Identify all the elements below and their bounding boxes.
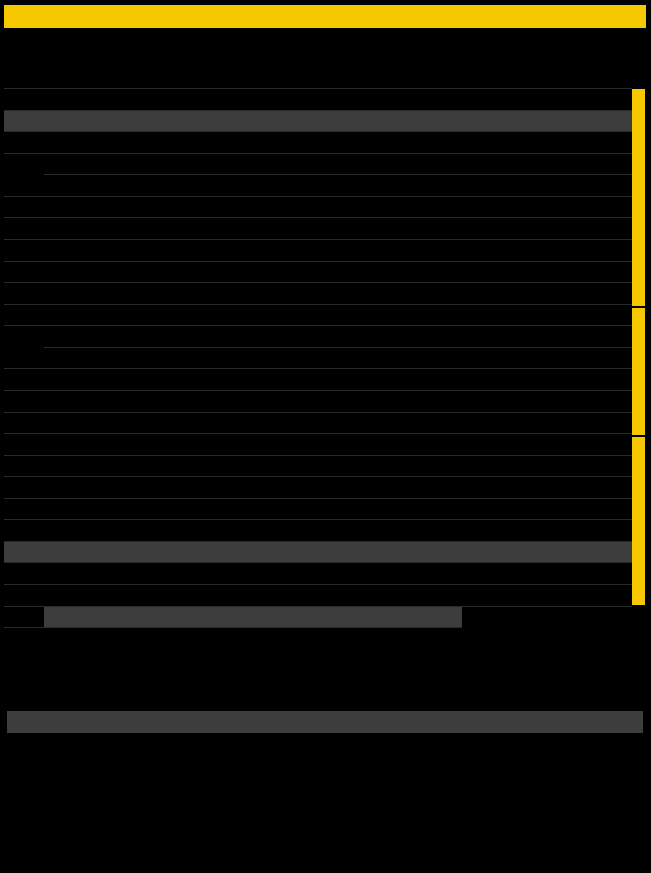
cell-total xyxy=(396,520,462,542)
cell-ss xyxy=(266,110,318,132)
header-target-time xyxy=(462,33,547,67)
cell-ss xyxy=(266,541,318,563)
cell-target xyxy=(462,261,547,283)
header-location xyxy=(44,33,266,67)
cell-tc xyxy=(4,89,44,111)
cell-liaison xyxy=(318,455,396,477)
cell-first xyxy=(547,455,632,477)
itinerary-row xyxy=(4,434,632,456)
cell-loc xyxy=(44,477,266,499)
cell-ss xyxy=(266,261,318,283)
cell-loc xyxy=(44,563,266,585)
cell-loc xyxy=(44,390,266,412)
cell-target xyxy=(462,304,547,326)
cell-liaison xyxy=(318,477,396,499)
cell-liaison xyxy=(318,585,396,607)
day-banner xyxy=(4,5,646,28)
itinerary-row xyxy=(4,563,632,585)
cell-total xyxy=(396,563,462,585)
cell-liaison xyxy=(318,218,396,240)
cell-loc xyxy=(44,304,266,326)
cell-liaison xyxy=(318,563,396,585)
cell-first xyxy=(547,132,632,154)
itinerary-row xyxy=(4,110,632,132)
itinerary-row xyxy=(4,175,632,197)
cell-loc xyxy=(44,240,266,262)
cell-target xyxy=(462,132,547,154)
cell-liaison xyxy=(318,434,396,456)
cell-loc xyxy=(44,498,266,520)
cell-total xyxy=(396,412,462,434)
cell-tc xyxy=(4,585,44,607)
itinerary-row xyxy=(4,498,632,520)
cell-loc xyxy=(44,326,266,348)
cell-loc xyxy=(44,606,266,628)
cell-ss xyxy=(266,520,318,542)
cell-liaison xyxy=(318,326,396,348)
cell-liaison xyxy=(318,153,396,175)
cell-loc xyxy=(44,218,266,240)
cell-target xyxy=(462,326,547,348)
cell-total xyxy=(396,585,462,607)
itinerary-row xyxy=(4,240,632,262)
cell-first xyxy=(547,606,632,628)
cell-total xyxy=(396,240,462,262)
cell-liaison xyxy=(318,304,396,326)
cell-ss xyxy=(266,326,318,348)
cell-target xyxy=(462,153,547,175)
cell-liaison xyxy=(318,412,396,434)
cell-total xyxy=(396,390,462,412)
itinerary-row xyxy=(4,153,632,175)
cell-tc xyxy=(4,520,44,542)
cell-ss xyxy=(266,67,318,89)
cell-tc xyxy=(4,412,44,434)
cell-ss xyxy=(266,304,318,326)
cell-first xyxy=(547,347,632,369)
cell-total xyxy=(396,67,462,89)
cell-first xyxy=(547,390,632,412)
itinerary-row xyxy=(4,369,632,391)
cell-liaison xyxy=(318,196,396,218)
cell-first xyxy=(547,326,632,348)
cell-first xyxy=(547,153,632,175)
cell-ss xyxy=(266,132,318,154)
cell-total xyxy=(396,283,462,305)
section-7-bar xyxy=(632,308,645,435)
cell-ss xyxy=(266,390,318,412)
cell-liaison xyxy=(318,541,396,563)
cell-tc xyxy=(4,110,44,132)
header-total-dist xyxy=(396,33,462,67)
cell-liaison xyxy=(318,369,396,391)
cell-loc xyxy=(44,196,266,218)
header-first-car xyxy=(547,33,632,67)
cell-liaison xyxy=(318,347,396,369)
itinerary-row xyxy=(4,283,632,305)
itinerary-row xyxy=(4,520,632,542)
cell-target xyxy=(462,541,547,563)
cell-tc xyxy=(4,132,44,154)
cell-total xyxy=(396,541,462,563)
rally-totals xyxy=(7,711,643,733)
itinerary-row xyxy=(4,89,632,111)
header-ss-dist xyxy=(266,33,318,67)
cell-target xyxy=(462,520,547,542)
cell-ss xyxy=(266,498,318,520)
itinerary-table xyxy=(4,33,632,628)
itinerary-row xyxy=(4,326,632,348)
cell-tc xyxy=(4,498,44,520)
cell-ss xyxy=(266,240,318,262)
cell-total xyxy=(396,110,462,132)
cell-liaison xyxy=(318,67,396,89)
cell-ss xyxy=(266,412,318,434)
cell-target xyxy=(462,110,547,132)
cell-target xyxy=(462,434,547,456)
cell-loc xyxy=(44,541,266,563)
itinerary-row xyxy=(4,67,632,89)
cell-total xyxy=(396,477,462,499)
cell-tc xyxy=(4,369,44,391)
cell-ss xyxy=(266,283,318,305)
cell-ss xyxy=(266,175,318,197)
cell-liaison xyxy=(318,89,396,111)
cell-ss xyxy=(266,196,318,218)
itinerary-row xyxy=(4,304,632,326)
cell-tc xyxy=(4,304,44,326)
cell-first xyxy=(547,585,632,607)
cell-liaison xyxy=(318,390,396,412)
cell-loc xyxy=(44,369,266,391)
cell-target xyxy=(462,67,547,89)
itinerary-row xyxy=(4,585,632,607)
cell-ss xyxy=(266,563,318,585)
cell-tc xyxy=(4,455,44,477)
cell-ss xyxy=(266,455,318,477)
cell-first xyxy=(547,412,632,434)
cell-ss xyxy=(266,369,318,391)
itinerary-row xyxy=(4,412,632,434)
cell-liaison xyxy=(318,175,396,197)
cell-loc xyxy=(44,110,266,132)
cell-target xyxy=(462,563,547,585)
cell-total xyxy=(396,89,462,111)
cell-ss xyxy=(266,153,318,175)
cell-ss xyxy=(266,218,318,240)
section-8-bar xyxy=(632,437,645,605)
cell-tc xyxy=(4,434,44,456)
cell-target xyxy=(462,218,547,240)
cell-total xyxy=(396,304,462,326)
cell-tc xyxy=(4,218,44,240)
cell-first xyxy=(547,541,632,563)
cell-loc xyxy=(44,153,266,175)
cell-liaison xyxy=(318,520,396,542)
cell-total xyxy=(396,132,462,154)
cell-first xyxy=(547,110,632,132)
cell-liaison xyxy=(318,283,396,305)
cell-target xyxy=(462,455,547,477)
cell-target xyxy=(462,585,547,607)
itinerary-row xyxy=(4,606,632,628)
cell-loc xyxy=(44,412,266,434)
itinerary-row xyxy=(4,390,632,412)
itinerary-header-row xyxy=(4,33,632,67)
cell-tc xyxy=(4,606,44,628)
cell-total xyxy=(396,218,462,240)
itinerary-row xyxy=(4,347,632,369)
cell-liaison xyxy=(318,132,396,154)
cell-loc xyxy=(44,132,266,154)
cell-first xyxy=(547,563,632,585)
cell-target xyxy=(462,347,547,369)
cell-first xyxy=(547,240,632,262)
cell-ss xyxy=(266,606,318,628)
cell-target xyxy=(462,390,547,412)
totals-title xyxy=(7,711,643,733)
cell-target xyxy=(462,196,547,218)
cell-loc xyxy=(44,261,266,283)
cell-total xyxy=(396,606,462,628)
cell-loc xyxy=(44,67,266,89)
cell-total xyxy=(396,455,462,477)
cell-target xyxy=(462,369,547,391)
cell-first xyxy=(547,304,632,326)
itinerary-row xyxy=(4,196,632,218)
itinerary-row xyxy=(4,261,632,283)
cell-tc xyxy=(4,283,44,305)
cell-first xyxy=(547,218,632,240)
cell-first xyxy=(547,175,632,197)
cell-first xyxy=(547,67,632,89)
cell-tc xyxy=(4,153,44,196)
cell-target xyxy=(462,498,547,520)
cell-target xyxy=(462,240,547,262)
cell-tc xyxy=(4,196,44,218)
cell-ss xyxy=(266,347,318,369)
cell-tc xyxy=(4,326,44,369)
cell-tc xyxy=(4,240,44,262)
cell-total xyxy=(396,498,462,520)
itinerary-row xyxy=(4,477,632,499)
cell-target xyxy=(462,283,547,305)
cell-first xyxy=(547,498,632,520)
cell-tc xyxy=(4,261,44,283)
cell-tc xyxy=(4,390,44,412)
cell-total xyxy=(396,261,462,283)
cell-liaison xyxy=(318,261,396,283)
cell-total xyxy=(396,175,462,197)
cell-ss xyxy=(266,477,318,499)
header-ss-tc xyxy=(4,33,44,67)
cell-liaison xyxy=(318,240,396,262)
cell-first xyxy=(547,520,632,542)
cell-ss xyxy=(266,585,318,607)
cell-ss xyxy=(266,89,318,111)
cell-total xyxy=(396,347,462,369)
header-liaison-dist xyxy=(318,33,396,67)
cell-loc xyxy=(44,347,266,369)
cell-first xyxy=(547,261,632,283)
cell-liaison xyxy=(318,110,396,132)
itinerary-row xyxy=(4,218,632,240)
cell-target xyxy=(462,89,547,111)
cell-loc xyxy=(44,585,266,607)
cell-tc xyxy=(4,67,44,89)
cell-tc xyxy=(4,563,44,585)
cell-target xyxy=(462,606,547,628)
cell-total xyxy=(396,434,462,456)
cell-target xyxy=(462,412,547,434)
cell-target xyxy=(462,175,547,197)
cell-loc xyxy=(44,89,266,111)
cell-total xyxy=(396,153,462,175)
cell-tc xyxy=(4,477,44,499)
cell-liaison xyxy=(318,498,396,520)
itinerary-row xyxy=(4,541,632,563)
cell-total xyxy=(396,369,462,391)
cell-first xyxy=(547,196,632,218)
itinerary-row xyxy=(4,455,632,477)
cell-total xyxy=(396,196,462,218)
cell-liaison xyxy=(318,606,396,628)
cell-first xyxy=(547,369,632,391)
cell-first xyxy=(547,434,632,456)
cell-loc xyxy=(44,283,266,305)
cell-tc xyxy=(4,541,44,563)
itinerary-row xyxy=(4,132,632,154)
cell-loc xyxy=(44,455,266,477)
cell-loc xyxy=(44,520,266,542)
cell-loc xyxy=(44,175,266,197)
cell-loc xyxy=(44,434,266,456)
cell-first xyxy=(547,477,632,499)
cell-target xyxy=(462,477,547,499)
cell-total xyxy=(396,326,462,348)
cell-first xyxy=(547,283,632,305)
cell-ss xyxy=(266,434,318,456)
cell-first xyxy=(547,89,632,111)
section-6-bar xyxy=(632,89,645,306)
